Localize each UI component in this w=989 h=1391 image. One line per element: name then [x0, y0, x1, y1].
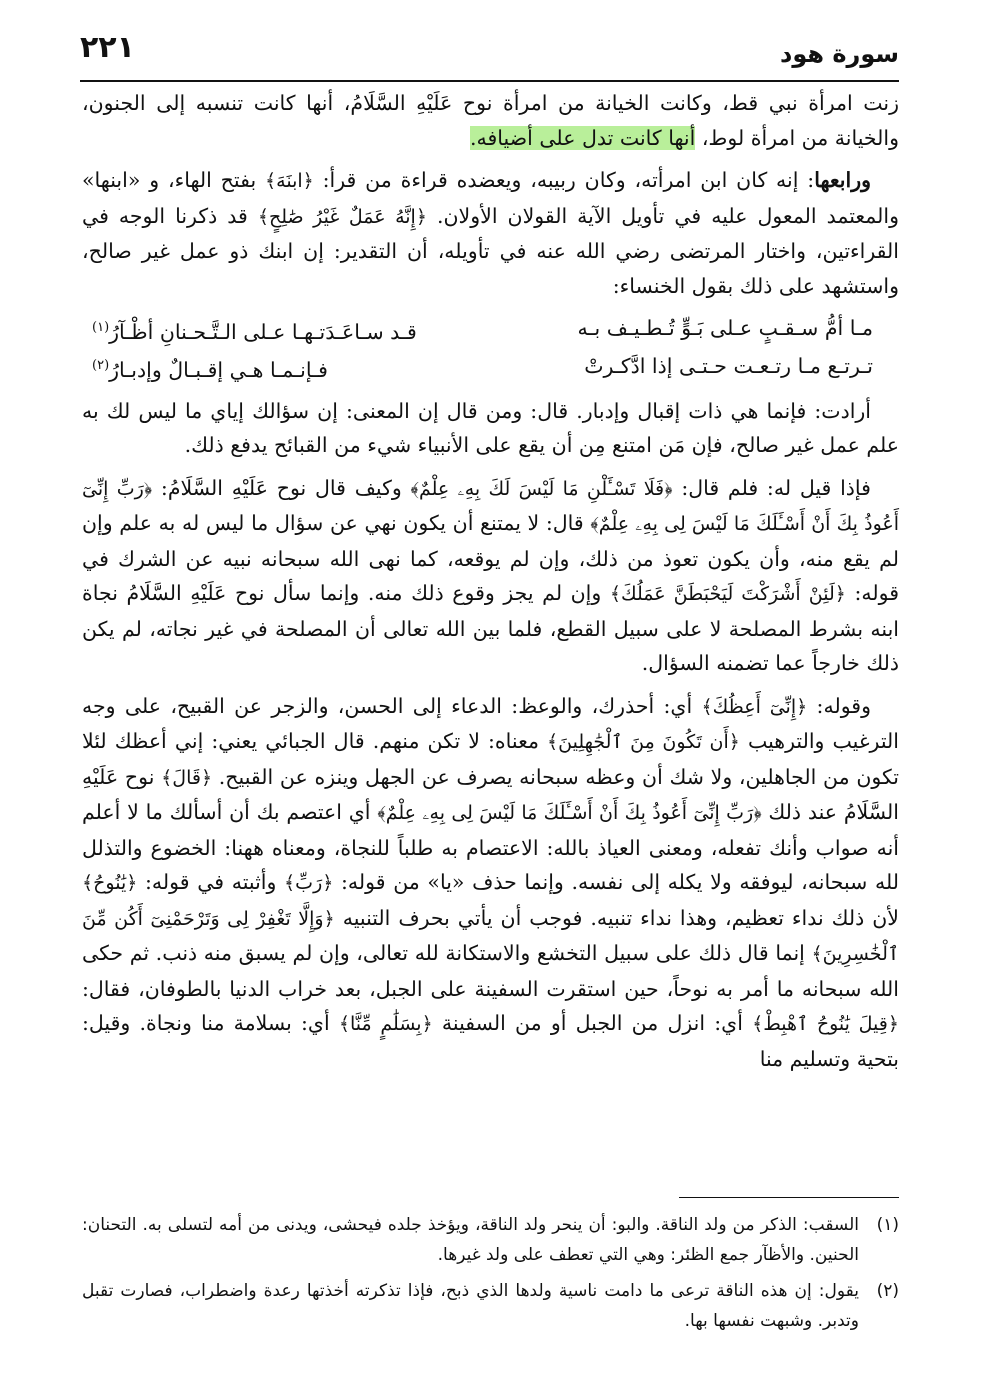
quran-quote: ﴿رَبِّ إِنِّىٓ أَعُوذُ بِكَ أَنْ أَسْـَٔلَكَ مَا لَيْسَ لِى بِهِۦ عِلْمٌ﴾ — [377, 802, 762, 825]
footnote-number: (٢) — [876, 1281, 899, 1301]
quran-quote: ﴿رَبِّ إِنِّىٓ أَعُوذُ بِكَ أَنْ أَسْـَٔلَكَ مَا لَيْسَ لِى بِهِۦ عِلْمٌ﴾ — [82, 477, 899, 536]
poem-verse — [82, 349, 899, 387]
page-header — [80, 30, 899, 74]
quran-quote: ﴿ابنَهَ﴾ — [265, 170, 314, 192]
text-run: : إنه كان ابن امرأته، وكان ربيبه، ويعضده قراءة من قرأ: — [313, 168, 815, 192]
poem — [82, 311, 899, 388]
highlighted-text[interactable]: أنها كانت تدل على أضيافه. — [469, 125, 696, 150]
quran-quote: ﴿رَبِّ﴾ — [284, 872, 334, 895]
text-run: أي: انزل من الجبل أو من السفينة — [432, 1011, 753, 1036]
footnote-number: (١) — [876, 1215, 899, 1235]
text-run: لأن ذلك نداء تعظيم، وهذا نداء تنبيه. فوجب أن يأتي بحرف التنبيه — [334, 905, 899, 930]
quran-quote: ﴿إِنِّىٓ أَعِظُكَ﴾ — [701, 695, 808, 718]
quran-quote: ﴿وَإِلَّا تَغْفِرْ لِى وَتَرْحَمْنِىٓ أَكُن مِّنَ ٱلْخَٰسِرِينَ﴾ — [82, 907, 899, 966]
text-run: أي اعتصم بك أن أسألك ما لا أعلم أنه صواب وأنك تفعله، ومعنى العياذ بالله: الاعتصام به طلباً للنجاة، ومعناه ههنا: الخضوع والتذلل لله سبحانه، ليوفقه ولا يكله إلى نفسه. وإنما حذف «يا» من قوله: — [82, 800, 899, 895]
text-run: معناه: لا تكن منهم. قال الجبائي يعني: إني أعظك لئلا تكون من الجاهلين، ولا شك أن وعظه سبحانه يصرف عن الجهل وينزه عن القبيح. — [82, 729, 900, 789]
footnote-ref[interactable]: (١) — [92, 320, 110, 335]
header-divider — [80, 80, 899, 82]
verse-first-hemistich: مـا أمُّ سـقـبٍ عـلى بَـوٍّ تُـطـيـف بـه — [577, 316, 873, 340]
surah-title: سورة هود — [780, 40, 899, 68]
main-text — [82, 86, 899, 1084]
quran-quote: ﴿بِسَلَٰمٍ مِّنَّا﴾ — [338, 1013, 433, 1036]
text-run: وإن لم يجز وقوع ذلك منه. وإنما سأل نوح عَلَيْهِ السَّلَامُ نجاة ابنه بشرط المصلحة لا على سبيل القطع، فلما بين الله تعالى أن المصلحة في غير نجاته، لم يكن ذلك خارجاً عما تضمنه السؤال. — [82, 581, 899, 676]
footnote-ref[interactable]: (٢) — [92, 358, 110, 374]
quran-quote: ﴿لَئِنْ أَشْرَكْتَ لَيَحْبَطَنَّ عَمَلُكَ﴾ — [609, 583, 846, 606]
footnote-text: السقب: الذكر من ولد الناقة. والبو: أن ينحر ولد الناقة، ويؤخذ جلده فيحشى، ويدنى من أمه لتسلى به. التحنان: الحنين. والأظآر جمع الظئر: وهي التي تعطف على ولد غيرها. — [82, 1215, 859, 1265]
quran-quote: ﴿إِنَّهُ عَمَلٌ غَيْرُ صَٰلِحٍ﴾ — [257, 205, 427, 228]
verse-second-hemistich — [92, 349, 328, 387]
poem-verse — [82, 311, 899, 349]
text-run: أي: أحذرك، والوعظ: الدعاء إلى الحسن، والزجر عن القبيح، على وجه الترغيب والترهيب — [82, 693, 899, 754]
text-run: زنت امرأة نبي قط، وكانت الخيانة من امرأة نوح عَلَيْهِ السَّلَامُ، أنها كانت تنسبه إلى الجنون، والخيانة من امرأة لوط، — [82, 91, 899, 150]
paragraph-3: أرادت: فإنما هي ذات إقبال وإدبار. قال: ومن قال إن المعنى: إن سؤالك إياي ما ليس لك به علم عمل غير صالح، فإن مَن امتنع مِن أن يقع على الأنبياء شيء من القبائح يدفع ذلك. — [82, 398, 899, 458]
text-run: وأثبته في قوله: — [137, 870, 285, 895]
text-run: بفتح الهاء، و «ابنها» والمعتمد المعول عليه في تأويل الآية القولان الأولان. — [82, 168, 899, 228]
paragraph-5 — [82, 689, 899, 1077]
verse-second-text: قـد سـاعَـدَتـهـا عـلى الـتَّـحـنانِ أظْـآرُ — [109, 319, 417, 344]
footnote-divider — [679, 1197, 899, 1198]
verse-first-hemistich: تـرتـع مـا رتـعـت حـتـى إذا ادَّكـرتْ — [584, 354, 873, 379]
text-run: نوح عَلَيْهِ السَّلَامُ عند ذلك — [82, 764, 899, 825]
text-run: وقوله: — [807, 693, 871, 718]
quran-quote: ﴿فَلَا تَسْـَٔلْنِ مَا لَيْسَ لَكَ بِهِۦ عِلْمٌ﴾ — [410, 477, 673, 500]
verse-second-text: فـإنـمـا هـي إقـبـالٌ وإدبـارُ — [109, 358, 328, 383]
verse-second-hemistich — [92, 311, 417, 349]
text-run: فإذا قيل له: فلم قال: — [672, 475, 871, 500]
section-lead: ورابعها — [814, 168, 871, 192]
quran-quote: ﴿يَٰنُوحُ﴾ — [82, 872, 138, 895]
quran-quote: ﴿قَالَ﴾ — [161, 766, 213, 789]
text-run: قد ذكرنا الوجه في القراءتين، واختار المرتضى رضي الله عنه في تأويله، أن التقدير: إن ابنك ذو عمل غير صالح، واستشهد على ذلك بقول الخنساء: — [82, 203, 899, 298]
footnote-1 — [82, 1210, 899, 1270]
page-number: ٢٢١ — [80, 30, 135, 65]
paragraph-2 — [82, 163, 899, 303]
paragraph-1 — [82, 86, 899, 155]
footnote-2 — [82, 1276, 899, 1336]
paragraph-4 — [82, 471, 899, 681]
quran-quote: ﴿أَن تَكُونَ مِنَ ٱلْجَٰهِلِينَ﴾ — [547, 731, 740, 754]
text-run: قال: لا يمتنع أن يكون نهي عن سؤال ما ليس له به علم وإن لم يقع منه، وأن يكون تعوذ من ذلك، وإن لم يوقعه، كما نهى الله سبحانه نبيه عن الشرك في قوله: — [82, 511, 899, 606]
footnotes — [82, 1210, 899, 1342]
footnote-text: يقول: إن هذه الناقة ترعى ما دامت ناسية ولدها الذي ذبح، فإذا تذكرته أخذتها رعدة واضطراب، فصارت تقبل وتدبر. وشبهت نفسها بها. — [82, 1281, 859, 1331]
text-run: أي: بسلامة منا ونجاة. وقيل: بتحية وتسليم منا — [82, 1011, 899, 1071]
text-run: إنما قال ذلك على سبيل التخشع والاستكانة لله تعالى، وإن لم يسبق منه ذنب. ثم حكى الله سبحانه ما أمر به نوحاً، حين استقرت السفينة على الجبل، بعد خراب الدنيا بالطوفان، فقال: — [82, 941, 899, 1001]
quran-quote: ﴿قِيلَ يَٰنُوحُ ٱهْبِطْ﴾ — [752, 1013, 900, 1036]
text-run: وكيف قال نوح عَلَيْهِ السَّلَامُ: — [152, 475, 411, 500]
